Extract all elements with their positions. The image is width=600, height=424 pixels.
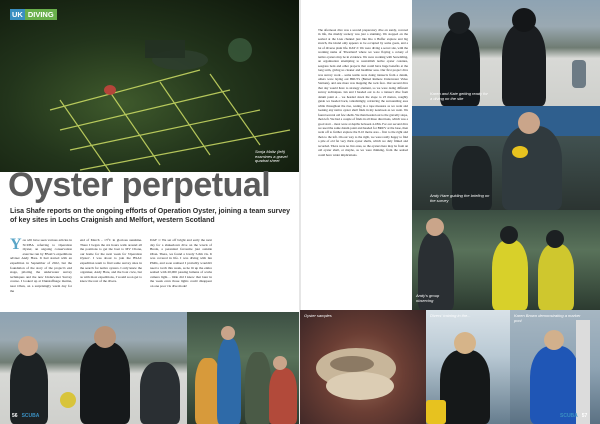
drop-cap: Y bbox=[10, 236, 22, 253]
body-column-3: DAY 1: We set off bright and early the next day for a shakedown dive on the wreck of Breda, a perennial favourite just outside Oban. There, we found a lovely 5-6m vis. It was covered in life. I was diving with Ian Phills, and soon realised I probably wouldn't need a torch this week, as he lit up the entire seabed with 20,000 passing lumens of scuba camera light… little did I know that later in the week even those lights could disappear on one poor vis dive mode! bbox=[150, 238, 212, 288]
boat-photo-caption: Karen and Kate getting ready for a diving on the site bbox=[430, 91, 488, 101]
standfirst: Lisa Shafe reports on the ongoing efforts of Operation Oyster, joining a team survey of key sites in Lochs Craignish and Melfort, western Scotland bbox=[10, 208, 291, 224]
section-badge-brand: UK bbox=[12, 9, 23, 19]
underwater-photo-caption: Sonja Maltz (left) examines a gravel quadrat sheet bbox=[255, 149, 288, 164]
drysuit-photo-caption: Karen Brown demonstrating a marker pool bbox=[514, 313, 581, 323]
right-page-number: 57 bbox=[581, 413, 588, 419]
left-page-footer bbox=[12, 413, 39, 419]
photo-drysuit-diver bbox=[510, 310, 600, 424]
photo-group-briefing bbox=[187, 312, 300, 424]
body-column-4 bbox=[318, 28, 408, 157]
body-column-4-text: The afternoon dive was a second preparatory dive on sandy, covered in life, the muddy scenery was just a stunning. We stopped on the seabed at the Lieu channel just like Rio à Buffer explore and big stretch, the island only appears to be occupied by some goats, and a lot of diverse plant life. DAY 2: We were diving a secret site, with the working name of 'Priestland' where we were flaying a colony of native oysters may be in evidence. We were working with Seawilding, an organisation attempting to reestablish native oyster colonies, seagrass beds and other projects that could have huge benefits at the long term, giving us cleaner and healthier seas. Our first project dive was survey work – some teams were doing transects from a datum, others were laying out BRUVs (Baited Remote Underwater Video Stations), and one more was mapping the rock face. Our second dive that day would have to strategy element, so we were doing different survey techniques. Ian and I headed out to do a transect dive from datum point A – we headed down the slope to 23 metres, roughly guide we headed back, tantalizingly, retrieving the surrounding area while throughout the rise, resting in a tape measure as we went and looking any native oyster shell finds in my notebook as we went. We found several old few shells. We then headed out to the gravelly slope, then left. We had a couple of finds in all three directions, which was a good start – most were at depths between 4-18m. For our second dive we used the same datum point and headed for BRUV at the base, then went off to further explore the 8-10 metre area – first to the right and then to the left. On our way to the right, we were really happy to find a pile of old fat very thick oyster shells, which we duly filmed and recorded. There were no live ones, so the oysters here may be from an old oyster shell, or maybe, as we were thinking, from the seabed could have wider implications. bbox=[318, 28, 408, 157]
article-title: Oyster perpetual bbox=[8, 166, 271, 204]
shell-photo-caption: Oyster samples bbox=[304, 313, 332, 318]
section-badge bbox=[10, 9, 57, 19]
left-footer-brand: SCUBA bbox=[21, 413, 40, 419]
photo-oyster-shells bbox=[300, 310, 426, 424]
body-column-2: end of March – 13°C in glorious sunshine. There I began the six hours walk around all the positions to get the boat to MV Clione, our home for the next week for 'Operation Oyster'. I was about to join the BSAC expedition team to find some survey sites in the search for native oysters. I only knew the organiser, Andy Hare, and the boat crew, but as with most expeditions, I would soon get to know the rest of the divers. bbox=[80, 238, 142, 284]
photo-pool-training bbox=[426, 310, 510, 424]
quadrat-grid bbox=[0, 0, 300, 172]
left-page-number: 56 bbox=[12, 413, 18, 419]
section-badge-label: DIVING bbox=[25, 9, 57, 20]
group-photo-caption: Andy's group observing bbox=[416, 293, 440, 303]
photo-divers-on-boat bbox=[412, 0, 600, 106]
photo-survey-equipment bbox=[412, 106, 600, 210]
pool-photo-caption: Divers' training in the... bbox=[430, 313, 471, 318]
photo-divers-group bbox=[412, 210, 600, 310]
right-page-footer bbox=[560, 413, 587, 419]
oyster-shell-shapes bbox=[300, 310, 426, 424]
lab-photo-caption: Andy Hare guiding the briefing on the survey bbox=[430, 193, 490, 203]
right-footer-brand: SCUBA bbox=[560, 413, 578, 419]
body-column-1 bbox=[10, 238, 72, 293]
body-column-1-text: ou will have seen various articles in SCUBA referring to Operation Oyster, an ongoing conservation exercise run by BSAC's expeditions adviser Andy Hare. It had started with an expedition in September of 2022, but the foundation of the story of the project's end stage, piloting the underwater survey techniques and the new Underwater Survey course. I looked up at Dunstaffnage marina, near Oban, on a surprisingly warm day for the bbox=[10, 238, 72, 293]
photo-divers-boat-deck bbox=[0, 312, 187, 424]
hero-underwater-photo bbox=[0, 0, 300, 172]
